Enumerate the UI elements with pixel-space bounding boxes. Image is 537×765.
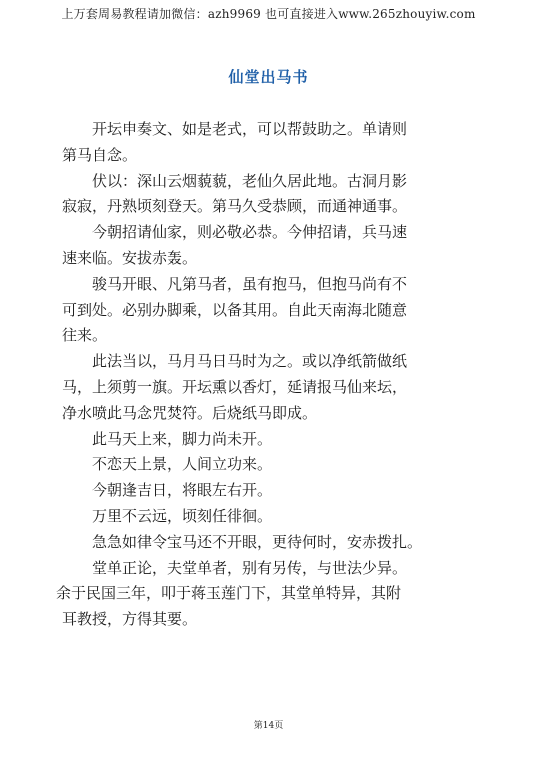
page-number: 第14页: [253, 721, 284, 731]
body-line: 堂单正论，夫堂单者，别有另传，与世法少异。: [92, 558, 408, 577]
body-line: 耳教授，方得其要。: [62, 610, 198, 629]
body-line: 急急如律令宝马还不开眼，更待何时，安赤拨扎。: [92, 532, 423, 551]
body-line: 骏马开眼、凡第马者，虽有抱马，但抱马尚有不: [92, 274, 408, 293]
document-title: 仙堂出马书: [228, 68, 309, 86]
body-line: 净水喷此马念咒焚符。后烧纸马即成。: [62, 403, 318, 422]
body-line: 速来临。安拔赤轰。: [62, 248, 198, 267]
body-line: 开坛申奏文、如是老式，可以帮鼓助之。单请则: [92, 120, 408, 138]
body-line: 马，上须剪一旗。开坛熏以香灯，延请报马仙来坛，: [62, 377, 408, 396]
body-line: 此法当以，马月马日马时为之。或以净纸箭做纸: [92, 352, 408, 371]
document-body: [56, 117, 478, 633]
body-line: 第马自念。: [62, 145, 138, 164]
verse-line: 万里不云远，顷刻任徘徊。: [92, 506, 273, 525]
body-line: 寂寂，丹熟顷刻登天。第马久受恭顾，而通神通事。: [62, 197, 408, 216]
verse-line: 不恋天上景，人间立功来。: [92, 455, 273, 474]
body-line: 今朝招请仙家，则必敬必恭。今伸招请，兵马速: [92, 223, 408, 242]
body-line: 往来。: [62, 326, 108, 345]
body-line: 可到处。必别办脚乘，以备其用。自此天南海北随意: [62, 300, 408, 319]
page-header: 上万套周易教程请加微信：azh9969 也可直接进入www.265zhouyiw.com: [61, 7, 476, 21]
verse-line: 今朝逢吉日，将眼左右开。: [92, 481, 273, 500]
verse-line: 此马天上来，脚力尚未开。: [92, 429, 273, 448]
body-line: 伏以：深山云烟藐藐，老仙久居此地。古洞月影: [92, 171, 408, 190]
body-line: 余于民国三年，叩于蒋玉莲门下，其堂单特异，其附: [56, 584, 402, 603]
